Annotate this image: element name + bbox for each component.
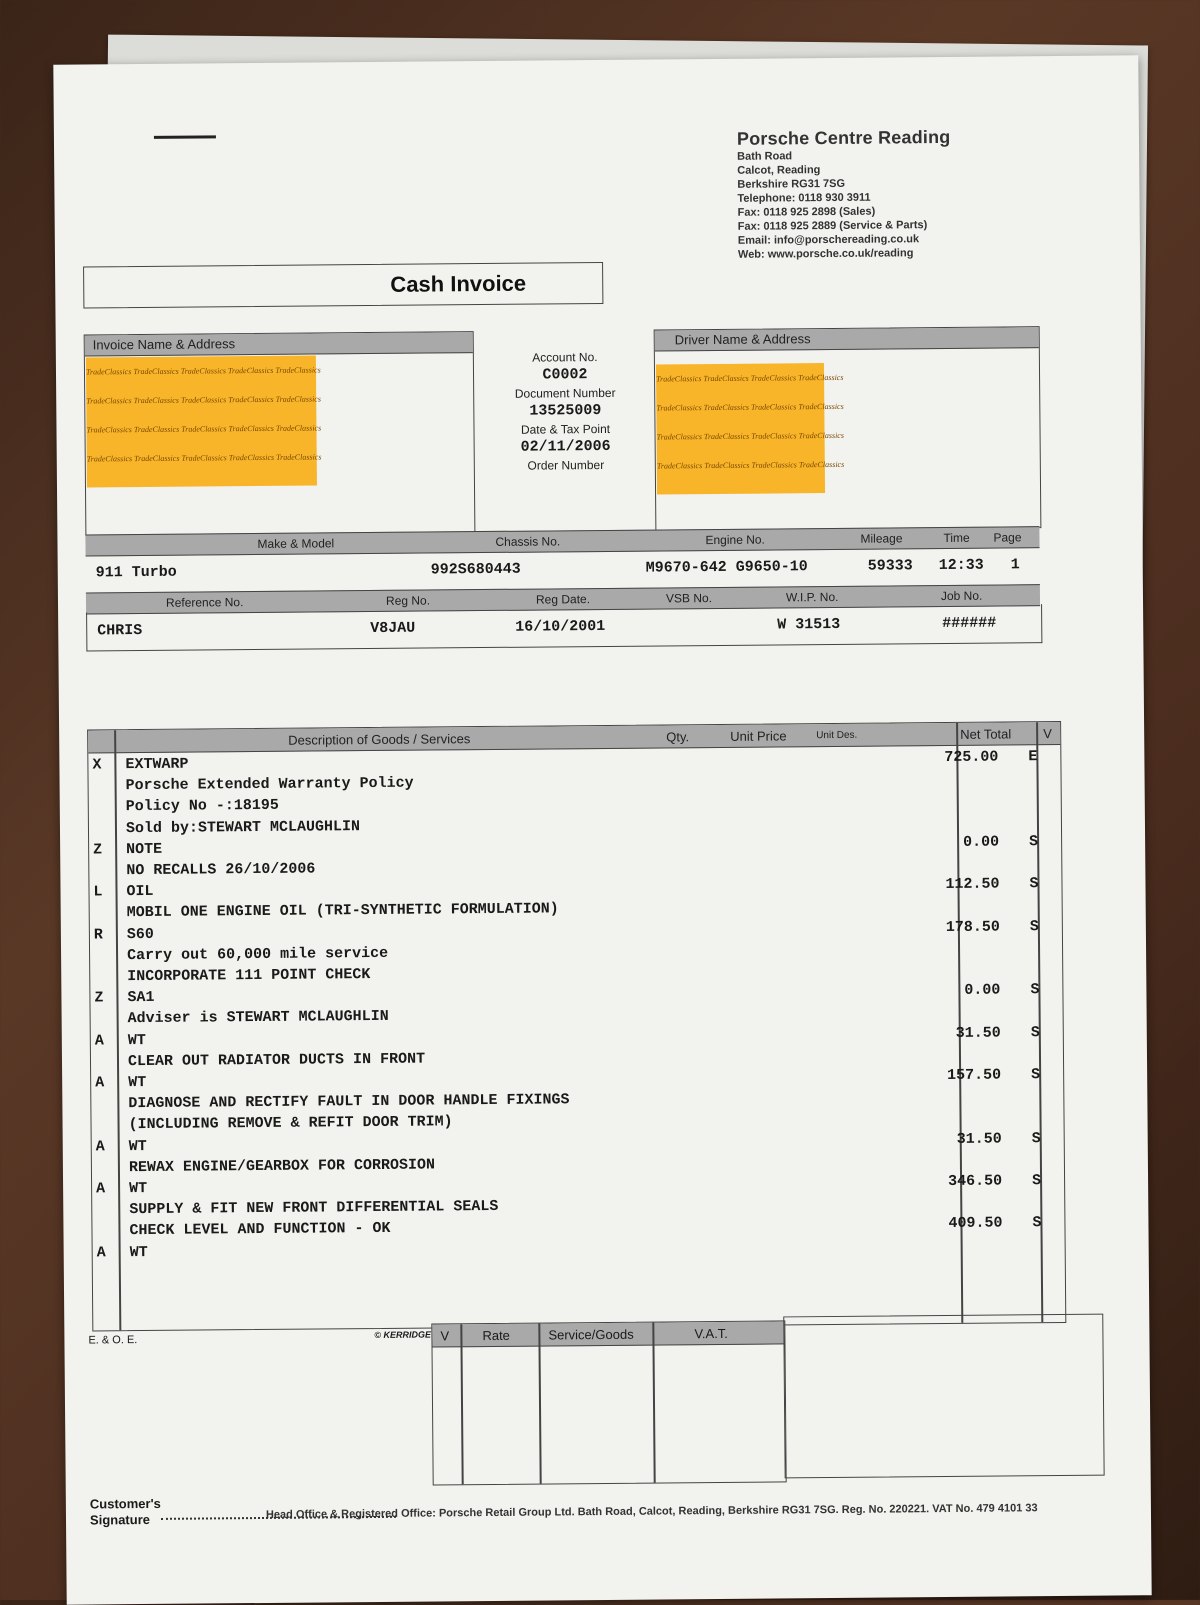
line-net-total: 178.50 <box>946 918 1000 935</box>
column-divider <box>652 1323 655 1483</box>
line-description: OIL <box>126 883 153 900</box>
job-value: ###### <box>942 615 996 632</box>
line-vat-code: S <box>1030 981 1044 998</box>
time-header: Time <box>943 531 969 545</box>
line-net-total: 157.50 <box>947 1067 1001 1084</box>
make-model-value: 911 Turbo <box>96 564 177 582</box>
description-header: Description of Goods / Services <box>288 731 470 748</box>
line-code: R <box>94 926 114 943</box>
line-description: Adviser is STEWART MCLAUGHLIN <box>128 1008 389 1027</box>
line-description: EXTWARP <box>125 756 188 774</box>
account-value: C0002 <box>476 366 654 386</box>
line-code: L <box>93 883 113 900</box>
line-description: WT <box>130 1244 148 1261</box>
line-description: WT <box>129 1138 147 1155</box>
line-vat-code: S <box>1029 833 1043 850</box>
line-description: NO RECALLS 26/10/2006 <box>126 861 315 880</box>
date-label: Date & Tax Point <box>476 420 654 440</box>
line-net-total: 0.00 <box>963 833 999 850</box>
page-value: 1 <box>1011 556 1020 573</box>
line-code: X <box>92 756 112 773</box>
line-vat-code: S <box>1030 918 1044 935</box>
net-total-header: Net Total <box>960 726 1011 741</box>
vsb-header: VSB No. <box>666 591 712 605</box>
dealer-line: Berkshire RG31 7SG <box>737 176 951 192</box>
reg-no-value: V8JAU <box>370 620 415 637</box>
line-code: A <box>96 1138 116 1155</box>
column-divider <box>460 1324 463 1484</box>
mileage-header: Mileage <box>860 531 902 545</box>
line-description: SA1 <box>127 989 154 1006</box>
reg-no-header: Reg No. <box>386 593 430 607</box>
date-value: 02/11/2006 <box>477 438 655 458</box>
goods-services-table <box>87 721 1066 1331</box>
unit-des-header: Unit Des. <box>816 730 857 741</box>
account-details <box>476 348 655 476</box>
line-vat-code: S <box>1032 1130 1046 1147</box>
dealer-web: Web: www.porsche.co.uk/reading <box>738 246 952 262</box>
mileage-value: 59333 <box>868 557 913 574</box>
engine-value: M9670-642 G9650-10 <box>646 558 808 576</box>
line-description: CHECK LEVEL AND FUNCTION - OK <box>129 1220 390 1239</box>
dealer-line: Calcot, Reading <box>737 162 951 178</box>
dealer-telephone: Telephone: 0118 930 3911 <box>737 190 951 206</box>
line-vat-code: E <box>1028 748 1042 765</box>
driver-name-header: Driver Name & Address <box>655 327 1039 351</box>
line-net-total: 346.50 <box>948 1173 1002 1190</box>
job-header: Job No. <box>941 589 982 603</box>
line-vat-code: S <box>1031 1024 1045 1041</box>
line-code: A <box>95 1032 115 1049</box>
line-vat-code: S <box>1029 875 1043 892</box>
line-net-total: 31.50 <box>956 1024 1001 1041</box>
wip-header: W.I.P. No. <box>786 590 839 604</box>
order-label: Order Number <box>477 456 655 476</box>
chassis-header: Chassis No. <box>495 534 560 549</box>
reg-date-header: Reg Date. <box>536 592 590 606</box>
column-divider <box>538 1324 541 1484</box>
line-description: S60 <box>127 926 154 943</box>
vehicle-values-row <box>86 546 1040 590</box>
line-description: NOTE <box>126 841 162 858</box>
column-divider <box>956 723 963 1323</box>
line-description: WT <box>128 1032 146 1049</box>
engine-header: Engine No. <box>705 533 764 548</box>
vat-table <box>431 1320 786 1485</box>
line-net-total: 112.50 <box>945 876 999 893</box>
page-header: Page <box>993 530 1021 544</box>
line-code: Z <box>93 841 113 858</box>
vat-rate-header: Rate <box>482 1328 510 1343</box>
signature-label: Customer's Signature <box>90 1496 170 1529</box>
invoice-title: Cash Invoice <box>390 271 526 298</box>
line-description: CLEAR OUT RADIATOR DUCTS IN FRONT <box>128 1050 425 1070</box>
eoe-note: E. & O. E. <box>88 1334 137 1346</box>
line-code: A <box>95 1074 115 1091</box>
chassis-value: 992S680443 <box>431 561 521 579</box>
registered-office-footer: Head Office & Registered Office: Porsche Retail Group Ltd. Bath Road, Calcot, Reading, Berkshire RG31 7SG. Reg. No. 220221. VAT No. 479 4101 33 <box>266 1502 1038 1521</box>
invoice-name-header: Invoice Name & Address <box>85 332 473 356</box>
line-description: Sold by:STEWART MCLAUGHLIN <box>126 818 360 837</box>
dealer-name: Porsche Centre Reading <box>737 127 951 150</box>
line-code: A <box>97 1244 117 1261</box>
vat-service-goods-header: Service/Goods <box>548 1327 633 1343</box>
redaction-sticker: TradeClassics TradeClassics TradeClassics TradeClassics TradeClassics TradeClassics TradeClassics TradeClassics TradeClassics TradeClassics TradeClassics TradeClassics TradeClassics TradeClassics TradeClassics TradeClassics TradeClassics TradeClassics TradeClassics TradeClassics <box>86 355 317 487</box>
totals-box <box>783 1314 1104 1479</box>
line-code: A <box>96 1180 116 1197</box>
kerridge-mark: © KERRIDGE <box>374 1330 431 1340</box>
invoice-title-box <box>83 262 603 309</box>
dealer-fax-service: Fax: 0118 925 2889 (Service & Parts) <box>738 218 952 234</box>
time-value: 12:33 <box>939 557 984 574</box>
reference-value: CHRIS <box>97 622 142 639</box>
dealer-fax-sales: Fax: 0118 925 2898 (Sales) <box>738 204 952 220</box>
reference-header: Reference No. <box>166 595 243 610</box>
line-description: WT <box>128 1074 146 1091</box>
reg-date-value: 16/10/2001 <box>515 618 605 636</box>
account-label: Account No. <box>476 348 654 368</box>
vat-header-strip <box>432 1321 784 1347</box>
qty-header: Qty. <box>666 729 689 744</box>
staple-mark <box>154 135 216 139</box>
line-net-total: 725.00 <box>944 749 998 766</box>
line-description: MOBIL ONE ENGINE OIL (TRI-SYNTHETIC FORMULATION) <box>127 901 559 922</box>
line-description: SUPPLY & FIT NEW FRONT DIFFERENTIAL SEALS <box>129 1198 498 1218</box>
document-label: Document Number <box>476 384 654 404</box>
column-divider <box>1036 722 1043 1322</box>
dealer-email: Email: info@porschereading.co.uk <box>738 232 952 248</box>
make-model-header: Make & Model <box>257 536 334 551</box>
vat-amount-header: V.A.T. <box>694 1326 728 1341</box>
line-net-total: 409.50 <box>948 1215 1002 1232</box>
invoice-sheet <box>53 55 1151 1604</box>
goods-header-strip <box>88 722 1060 753</box>
line-vat-code: S <box>1032 1215 1046 1232</box>
v-header: V <box>1043 726 1052 741</box>
reference-values-row <box>86 604 1042 651</box>
vat-v-header: V <box>440 1328 449 1343</box>
line-description: INCORPORATE 111 POINT CHECK <box>127 966 370 985</box>
line-description: (INCLUDING REMOVE & REFIT DOOR TRIM) <box>128 1114 452 1134</box>
redaction-sticker: TradeClassics TradeClassics TradeClassics TradeClassics TradeClassics TradeClassics TradeClassics TradeClassics TradeClassics TradeClassics TradeClassics TradeClassics TradeClassics TradeClassics TradeClassics TradeClassics <box>656 363 825 494</box>
line-description: WT <box>129 1180 147 1197</box>
column-divider <box>114 730 121 1330</box>
line-description: DIAGNOSE AND RECTIFY FAULT IN DOOR HANDLE FIXINGS <box>128 1091 569 1112</box>
unit-price-header: Unit Price <box>730 728 786 743</box>
line-description: Carry out 60,000 mile service <box>127 945 388 964</box>
line-code: Z <box>94 989 114 1006</box>
line-vat-code: S <box>1032 1172 1046 1189</box>
line-description: Porsche Extended Warranty Policy <box>126 775 414 795</box>
line-description: Policy No -:18195 <box>126 797 279 815</box>
dealer-line: Bath Road <box>737 148 951 164</box>
wip-value: W 31513 <box>777 616 840 634</box>
line-vat-code: S <box>1031 1066 1045 1083</box>
line-net-total: 0.00 <box>964 982 1000 999</box>
document-value: 13525009 <box>476 402 654 422</box>
dealer-address-block <box>737 127 952 262</box>
line-net-total: 31.50 <box>957 1130 1002 1147</box>
line-description: REWAX ENGINE/GEARBOX FOR CORROSION <box>129 1156 435 1176</box>
